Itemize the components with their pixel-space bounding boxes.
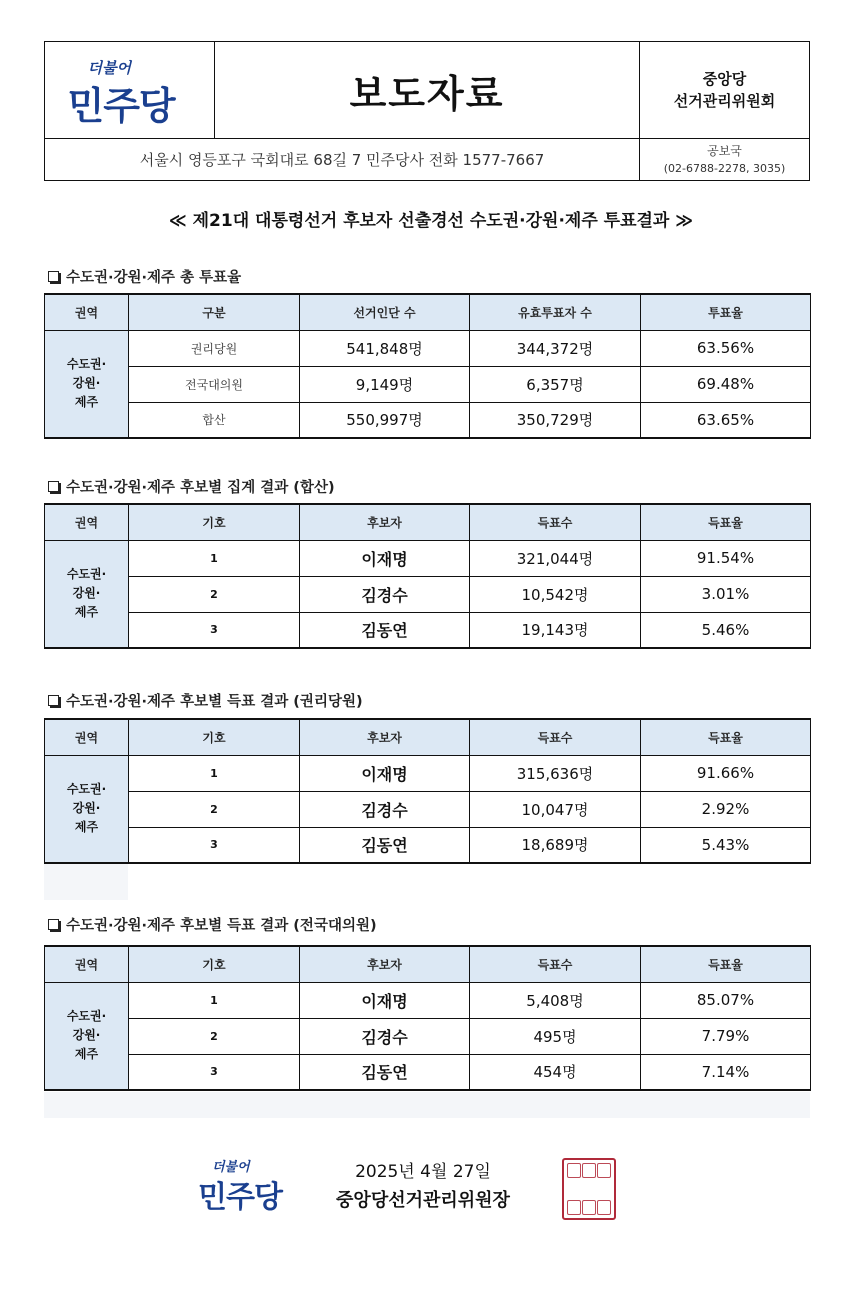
region-cell xyxy=(45,755,129,863)
voters-cell: 6,357명 xyxy=(470,366,641,402)
region-line: 수도권· xyxy=(66,782,107,797)
vote-rate-cell: 85.07% xyxy=(641,982,811,1018)
region-cell xyxy=(45,330,129,438)
electors-cell: 550,997명 xyxy=(300,402,470,438)
column-header: 권역 xyxy=(45,946,129,982)
combined-results-table xyxy=(44,503,811,649)
main-title: ≪ 제21대 대통령선거 후보자 선출경선 수도권·강원·제주 투표결과 ≫ xyxy=(168,211,694,231)
table-row xyxy=(45,755,811,791)
vote-rate-cell: 7.79% xyxy=(641,1018,811,1054)
section-heading-turnout xyxy=(48,266,241,287)
section-heading-text: 수도권·강원·제주 총 투표율 xyxy=(66,270,242,286)
department-cell xyxy=(640,139,809,180)
column-header: 득표수 xyxy=(470,504,641,540)
party-logo xyxy=(67,59,192,128)
checkbox-bullet-icon xyxy=(48,481,59,492)
voters-cell: 344,372명 xyxy=(470,330,641,366)
region-line: 제주 xyxy=(74,820,99,835)
column-header: 후보자 xyxy=(300,504,470,540)
vote-rate-cell: 5.46% xyxy=(641,612,811,648)
region-cell xyxy=(45,982,129,1090)
vote-rate-cell: 7.14% xyxy=(641,1054,811,1090)
party-logo-small-text: 더불어 xyxy=(212,1160,250,1175)
signer-title: 중앙당선거관리위원장 xyxy=(336,1190,510,1211)
region-line: 수도권· xyxy=(66,357,107,372)
document-title: 보도자료 xyxy=(215,42,640,138)
candidate-name-cell: 이재명 xyxy=(300,755,470,791)
candidate-number-cell: 1 xyxy=(129,540,300,576)
column-header: 후보자 xyxy=(300,719,470,755)
vote-rate-cell: 5.43% xyxy=(641,827,811,863)
votes-cell: 10,542명 xyxy=(470,576,641,612)
table-row xyxy=(45,402,811,438)
vote-rate-cell: 91.66% xyxy=(641,755,811,791)
party-logo-small-text: 더불어 xyxy=(87,59,131,77)
table-header-row xyxy=(45,719,811,755)
org-line-1: 중앙당 xyxy=(702,70,747,88)
section-heading-members xyxy=(48,690,363,711)
column-header: 권역 xyxy=(45,719,129,755)
turnout-rate-cell: 63.65% xyxy=(641,402,811,438)
region-line: 강원· xyxy=(72,801,101,816)
vote-rate-cell: 2.92% xyxy=(641,791,811,827)
turnout-table xyxy=(44,293,811,439)
section-heading-text: 수도권·강원·제주 후보별 득표 결과 (전국대의원) xyxy=(66,918,377,934)
column-header: 득표율 xyxy=(641,946,811,982)
region-line: 수도권· xyxy=(66,1009,107,1024)
region-line: 강원· xyxy=(72,1028,101,1043)
candidate-name-cell: 김경수 xyxy=(300,1018,470,1054)
table-row xyxy=(45,1054,811,1090)
candidate-number-cell: 1 xyxy=(129,982,300,1018)
delegates-results-table xyxy=(44,945,811,1091)
checkbox-bullet-icon xyxy=(48,695,59,706)
electors-cell: 9,149명 xyxy=(300,366,470,402)
candidate-name-cell: 김경수 xyxy=(300,791,470,827)
section-heading-delegates xyxy=(48,914,377,935)
column-header: 구분 xyxy=(129,294,300,330)
votes-cell: 5,408명 xyxy=(470,982,641,1018)
region-line: 제주 xyxy=(74,1047,99,1062)
voters-cell: 350,729명 xyxy=(470,402,641,438)
candidate-number-cell: 3 xyxy=(129,612,300,648)
table-row xyxy=(45,576,811,612)
section-heading-text: 수도권·강원·제주 후보별 집계 결과 (합산) xyxy=(66,480,335,496)
region-cell xyxy=(45,540,129,648)
candidate-name-cell: 김경수 xyxy=(300,576,470,612)
votes-cell: 18,689명 xyxy=(470,827,641,863)
column-header: 선거인단 수 xyxy=(300,294,470,330)
table-row xyxy=(45,982,811,1018)
faint-artifact xyxy=(44,864,128,900)
table-header-row xyxy=(45,946,811,982)
table-row xyxy=(45,330,811,366)
table-row xyxy=(45,791,811,827)
column-header: 권역 xyxy=(45,504,129,540)
table-row xyxy=(45,540,811,576)
column-header: 기호 xyxy=(129,719,300,755)
column-header: 권역 xyxy=(45,294,129,330)
issuing-organization xyxy=(640,42,809,138)
votes-cell: 454명 xyxy=(470,1054,641,1090)
votes-cell: 19,143명 xyxy=(470,612,641,648)
voter-type-cell: 전국대의원 xyxy=(129,366,300,402)
official-seal-icon xyxy=(562,1158,616,1220)
table-header-row xyxy=(45,504,811,540)
table-row xyxy=(45,827,811,863)
electors-cell: 541,848명 xyxy=(300,330,470,366)
column-header: 득표율 xyxy=(641,719,811,755)
department-phone: (02-6788-2278, 3035) xyxy=(663,161,786,175)
candidate-number-cell: 2 xyxy=(129,791,300,827)
checkbox-bullet-icon xyxy=(48,271,59,282)
votes-cell: 321,044명 xyxy=(470,540,641,576)
vote-rate-cell: 3.01% xyxy=(641,576,811,612)
members-results-table xyxy=(44,718,811,864)
faint-artifact xyxy=(44,1092,810,1118)
party-logo-cell xyxy=(45,42,215,138)
candidate-number-cell: 3 xyxy=(129,827,300,863)
votes-cell: 315,636명 xyxy=(470,755,641,791)
candidate-name-cell: 김동연 xyxy=(300,612,470,648)
table-header-row xyxy=(45,294,811,330)
column-header: 후보자 xyxy=(300,946,470,982)
section-heading-text: 수도권·강원·제주 후보별 득표 결과 (권리당원) xyxy=(66,694,363,710)
candidate-number-cell: 3 xyxy=(129,1054,300,1090)
table-row xyxy=(45,366,811,402)
party-logo-main-text: 민주당 xyxy=(67,84,175,128)
vote-rate-cell: 91.54% xyxy=(641,540,811,576)
candidate-name-cell: 김동연 xyxy=(300,827,470,863)
candidate-name-cell: 이재명 xyxy=(300,982,470,1018)
column-header: 기호 xyxy=(129,946,300,982)
column-header: 기호 xyxy=(129,504,300,540)
party-logo-main-text: 민주당 xyxy=(198,1180,282,1215)
voter-type-cell: 합산 xyxy=(129,402,300,438)
votes-cell: 495명 xyxy=(470,1018,641,1054)
voter-type-cell: 권리당원 xyxy=(129,330,300,366)
region-line: 제주 xyxy=(74,395,99,410)
checkbox-bullet-icon xyxy=(48,919,59,930)
candidate-name-cell: 김동연 xyxy=(300,1054,470,1090)
turnout-rate-cell: 69.48% xyxy=(641,366,811,402)
region-line: 강원· xyxy=(72,376,101,391)
turnout-rate-cell: 63.56% xyxy=(641,330,811,366)
column-header: 유효투표자 수 xyxy=(470,294,641,330)
column-header: 득표수 xyxy=(470,719,641,755)
press-release-header xyxy=(44,41,810,181)
section-heading-combined xyxy=(48,476,335,497)
department-name: 공보국 xyxy=(707,143,742,158)
org-line-2: 선거관리위원회 xyxy=(673,92,776,110)
party-logo xyxy=(198,1158,288,1214)
candidate-number-cell: 1 xyxy=(129,755,300,791)
region-line: 제주 xyxy=(74,605,99,620)
table-row xyxy=(45,612,811,648)
votes-cell: 10,047명 xyxy=(470,791,641,827)
candidate-number-cell: 2 xyxy=(129,576,300,612)
footer-party-logo xyxy=(198,1158,288,1218)
region-line: 수도권· xyxy=(66,567,107,582)
column-header: 투표율 xyxy=(641,294,811,330)
table-row xyxy=(45,1018,811,1054)
column-header: 득표율 xyxy=(641,504,811,540)
region-line: 강원· xyxy=(72,586,101,601)
release-date: 2025년 4월 27일 xyxy=(355,1162,491,1182)
candidate-name-cell: 이재명 xyxy=(300,540,470,576)
candidate-number-cell: 2 xyxy=(129,1018,300,1054)
column-header: 득표수 xyxy=(470,946,641,982)
address-line: 서울시 영등포구 국회대로 68길 7 민주당사 전화 1577-7667 xyxy=(45,139,640,180)
